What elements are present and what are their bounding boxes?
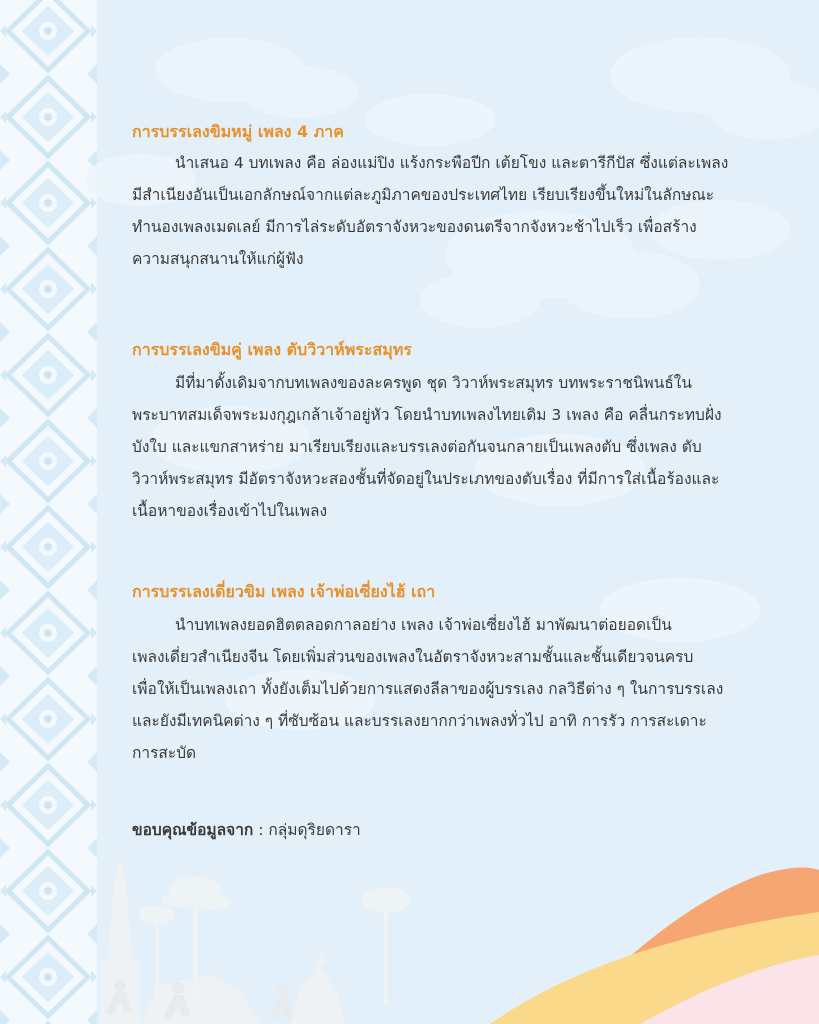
section-paragraph [132, 609, 777, 769]
paragraph-line: วิวาห์พระสมุทร มีอัตราจังหวะสองชั้นที่จัดอยู่ในประเภทของตับเรื่อง ที่มีการใส่เนื้อร้องและ [132, 470, 720, 488]
section-paragraph [132, 367, 777, 527]
paragraph-line: นำเสนอ 4 บทเพลง คือ ล่องแม่ปิง แร้งกระพือปีก เต้ยโขง และตารีกีปัส ซึ่งแต่ละเพลง [175, 154, 729, 172]
temple-silhouette [100, 860, 346, 1024]
credit-separator: : [253, 821, 269, 839]
paragraph-line: เนื้อหาของเรื่องเข้าไปในเพลง [132, 502, 328, 520]
paragraph-line: เพื่อให้เป็นเพลงเถา ทั้งยังเต็มไปด้วยการแสดงลีลาของผู้บรรเลง กลวิธีต่าง ๆ ในการบรรเลง [132, 680, 724, 698]
paragraph-line: การสะบัด [132, 744, 197, 762]
paragraph-line: นำบทเพลงยอดฮิตตลอดกาลอย่าง เพลง เจ้าพ่อเซี่ยงไฮ้ มาพัฒนาต่อยอดเป็น [175, 616, 672, 634]
credit-label: ขอบคุณข้อมูลจาก [132, 821, 254, 839]
section-heading: การบรรเลงขิมคู่ เพลง ตับวิวาห์พระสมุทร [132, 340, 412, 359]
credit-source: กลุ่มดุริยดารา [268, 821, 361, 839]
paragraph-line: เพลงเดี่ยวสำเนียงจีน โดยเพิ่มส่วนของเพลงในอัตราจังหวะสามชั้นและชั้นเดียวจนครบ [132, 648, 694, 666]
paragraph-line: ความสนุกสนานให้แก่ผู้ฟัง [132, 250, 304, 268]
section-heading: การบรรเลงขิมหมู่ เพลง 4 ภาค [132, 122, 344, 141]
paragraph-line: มีสำเนียงอันเป็นเอกลักษณ์จากแต่ละภูมิภาคของประเทศไทย เรียบเรียงขึ้นใหม่ในลักษณะ [132, 186, 715, 204]
paragraph-line: และยังมีเทคนิคต่าง ๆ ที่ซับซ้อน และบรรเลงยากกว่าเพลงทั่วไป อาทิ การรัว การสะเดาะ [132, 712, 707, 730]
color-waves [490, 867, 819, 1024]
paragraph-line: บังใบ และแขกสาหร่าย มาเรียบเรียงและบรรเลงต่อกันจนกลายเป็นเพลงตับ ซึ่งเพลง ตับ [132, 438, 702, 456]
paragraph-line: ทำนองเพลงเมดเลย์ มีการไล่ระดับอัตราจังหวะของดนตรีจากจังหวะช้าไปเร็ว เพื่อสร้าง [132, 218, 697, 236]
section-paragraph [132, 147, 777, 275]
section-heading: การบรรเลงเดี่ยวขิม เพลง เจ้าพ่อเซี่ยงไฮ้ เถา [132, 582, 436, 601]
paragraph-line: มีที่มาดั้งเดิมจากบทเพลงของละครพูด ชุด วิวาห์พระสมุทร บทพระราชนิพนธ์ใน [175, 374, 692, 392]
paragraph-line: พระบาทสมเด็จพระมงกุฎเกล้าเจ้าอยู่หัว โดยนำบทเพลงไทยเดิม 3 เพลง คือ คลื่นกระทบฝั่ง [132, 406, 722, 424]
credit-line [132, 818, 361, 842]
